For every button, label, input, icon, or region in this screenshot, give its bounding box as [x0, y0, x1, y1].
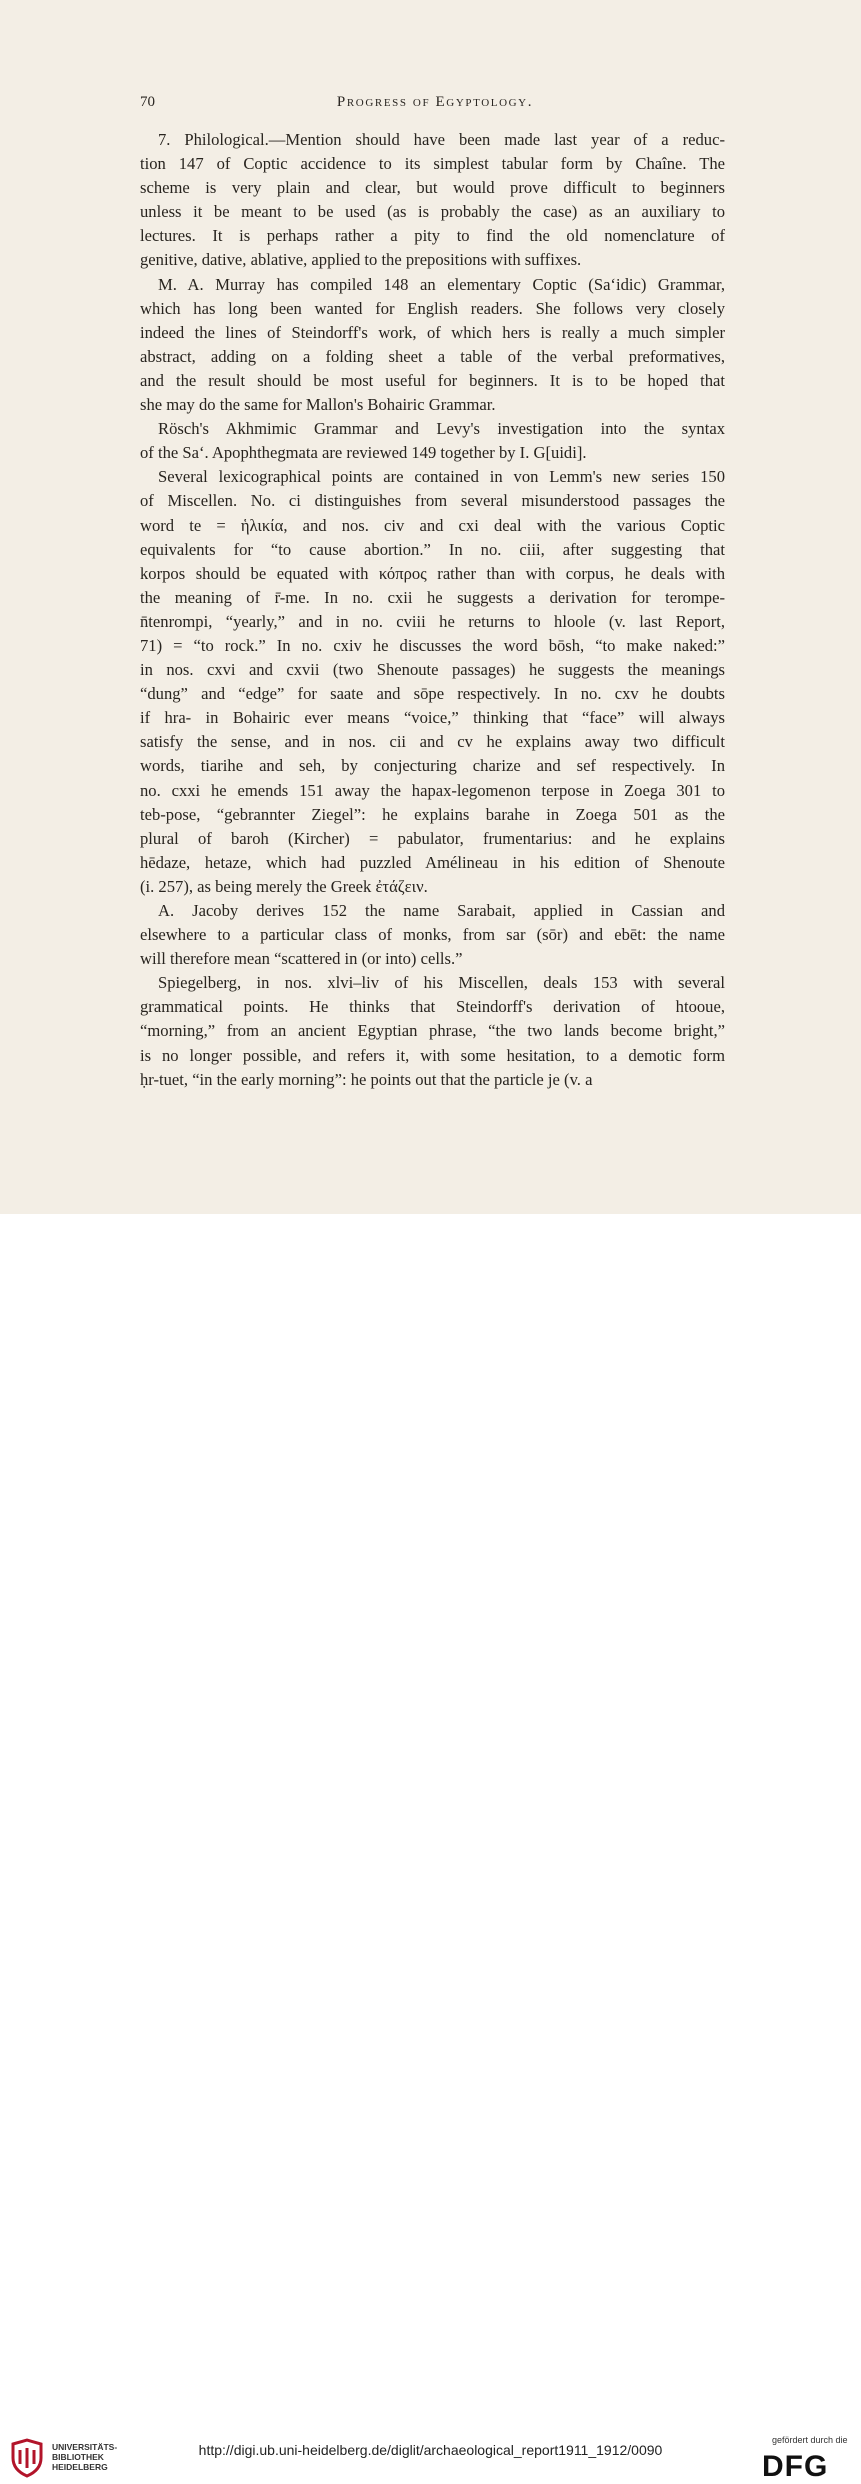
running-title: Progress of Egyptology. [336, 94, 534, 110]
text-line: teb-pose, “gebrannter Ziegel”: he explains barahe in Zoega 501 as the [140, 804, 725, 824]
paragraph [140, 971, 725, 1091]
library-name: UNIVERSITÄTS- BIBLIOTHEK HEIDELBERG [52, 2442, 118, 2472]
text-line: will therefore mean “scattered in (or into) cells.” [140, 949, 463, 969]
paragraph [140, 899, 725, 971]
text-line: if hra- in Bohairic ever means “voice,” thinking that “face” will always [140, 708, 725, 728]
text-line: is no longer possible, and refers it, with some hesitation, to a demotic form [140, 1045, 725, 1065]
text-line: 71) = “to rock.” In no. cxiv he discusses the word bōsh, “to make naked:” [140, 635, 725, 655]
paragraph [140, 465, 725, 899]
text-line: elsewhere to a particular class of monks, from sar (sōr) and ebēt: the name [140, 925, 725, 945]
text-line: equivalents for “to cause abortion.” In no. ciii, after suggesting that [140, 539, 725, 559]
paragraph [140, 273, 725, 418]
text-line: “morning,” from an ancient Egyptian phrase, “the two lands become bright,” [140, 1021, 725, 1041]
text-line: she may do the same for Mallon's Bohairic Grammar. [140, 395, 496, 415]
text-line: satisfy the sense, and in nos. cii and cv he explains away two difficult [140, 732, 725, 752]
text-line: of Miscellen. No. ci distinguishes from several misunderstood passages the [140, 491, 725, 511]
text-line: “dung” and “edge” for saate and sōpe respectively. In no. cxv he doubts [140, 684, 725, 704]
text-line: korpos should be equated with κόπρος rather than with corpus, he deals with [140, 563, 725, 583]
text-line: (i. 257), as being merely the Greek ἐτάζειν. [140, 876, 428, 896]
text-line: ḥr-tuet, “in the early morning”: he points out that the particle je (v. a [140, 1069, 593, 1089]
text-line: Spiegelberg, in nos. xlvi–liv of his Miscellen, deals 153 with several [158, 973, 725, 993]
text-line: words, tiarihe and seh, by conjecturing charize and sef respectively. In [140, 756, 725, 776]
text-line: unless it be meant to be used (as is probably the case) as an auxiliary to [140, 202, 725, 222]
text-line: A. Jacoby derives 152 the name Sarabait, applied in Cassian and [158, 901, 725, 920]
text-line: word te = ἡλικία, and nos. civ and cxi deal with the various Coptic [140, 515, 725, 535]
scanned-page [0, 0, 861, 1214]
text-line: hēdaze, hetaze, which had puzzled Amélineau in his edition of Shenoute [140, 852, 725, 872]
text-line: genitive, dative, ablative, applied to the prepositions with suffixes. [140, 250, 582, 270]
text-line: Rösch's Akhmimic Grammar and Levy's investigation into the syntax [158, 419, 725, 439]
text-line: plural of baroh (Kircher) = pabulator, frumentarius: and he explains [140, 828, 725, 848]
text-line: indeed the lines of Steindorff's work, of which hers is really a much simpler [140, 322, 725, 342]
paragraph [140, 417, 725, 465]
text-line: scheme is very plain and clear, but would prove difficult to beginners [140, 178, 725, 198]
text-line: abstract, adding on a folding sheet a table of the verbal preformatives, [140, 346, 725, 366]
text-line: which has long been wanted for English readers. She follows very closely [140, 298, 725, 318]
text-line: grammatical points. He thinks that Steindorff's derivation of htooue, [140, 997, 725, 1017]
text-line: Several lexicographical points are contained in von Lemm's new series 150 [158, 467, 725, 487]
text-line: lectures. It is perhaps rather a pity to find the old nomenclature of [140, 226, 725, 246]
text-line: the meaning of r̄-me. In no. cxii he suggests a derivation for terompe- [140, 587, 725, 607]
text-line: M. A. Murray has compiled 148 an elementary Coptic (Sa‘idic) Grammar, [158, 274, 725, 294]
page-url-link[interactable]: http://digi.ub.uni-heidelberg.de/diglit/archaeological_report1911_1912/0090 [198, 2442, 663, 2458]
funding-note: gefördert durch die [772, 2435, 848, 2445]
text-line: tion 147 of Coptic accidence to its simplest tabular form by Chaîne. The [140, 154, 725, 174]
body-text [140, 128, 725, 1092]
text-line: of the Sa‘. Apophthegmata are reviewed 149 together by I. G[uidi]. [140, 443, 587, 463]
text-line: in nos. cxvi and cxvii (two Shenoute passages) he suggests the meanings [140, 660, 725, 680]
text-line: and the result should be most useful for beginners. It is to be hoped that [140, 370, 725, 390]
page-number: 70 [140, 94, 155, 110]
text-line: 7. Philological.—Mention should have been made last year of a reduc- [158, 130, 725, 149]
dfg-logo: DFG [762, 2450, 829, 2483]
viewer-footer [0, 1214, 861, 2483]
page-header [140, 94, 730, 118]
text-line: n̄tenrompi, “yearly,” and in no. cviii he returns to hloole (v. last Report, [140, 611, 725, 631]
text-line: no. cxxi he emends 151 away the hapax-legomenon terpose in Zoega 301 to [140, 780, 725, 800]
paragraph [140, 128, 725, 273]
